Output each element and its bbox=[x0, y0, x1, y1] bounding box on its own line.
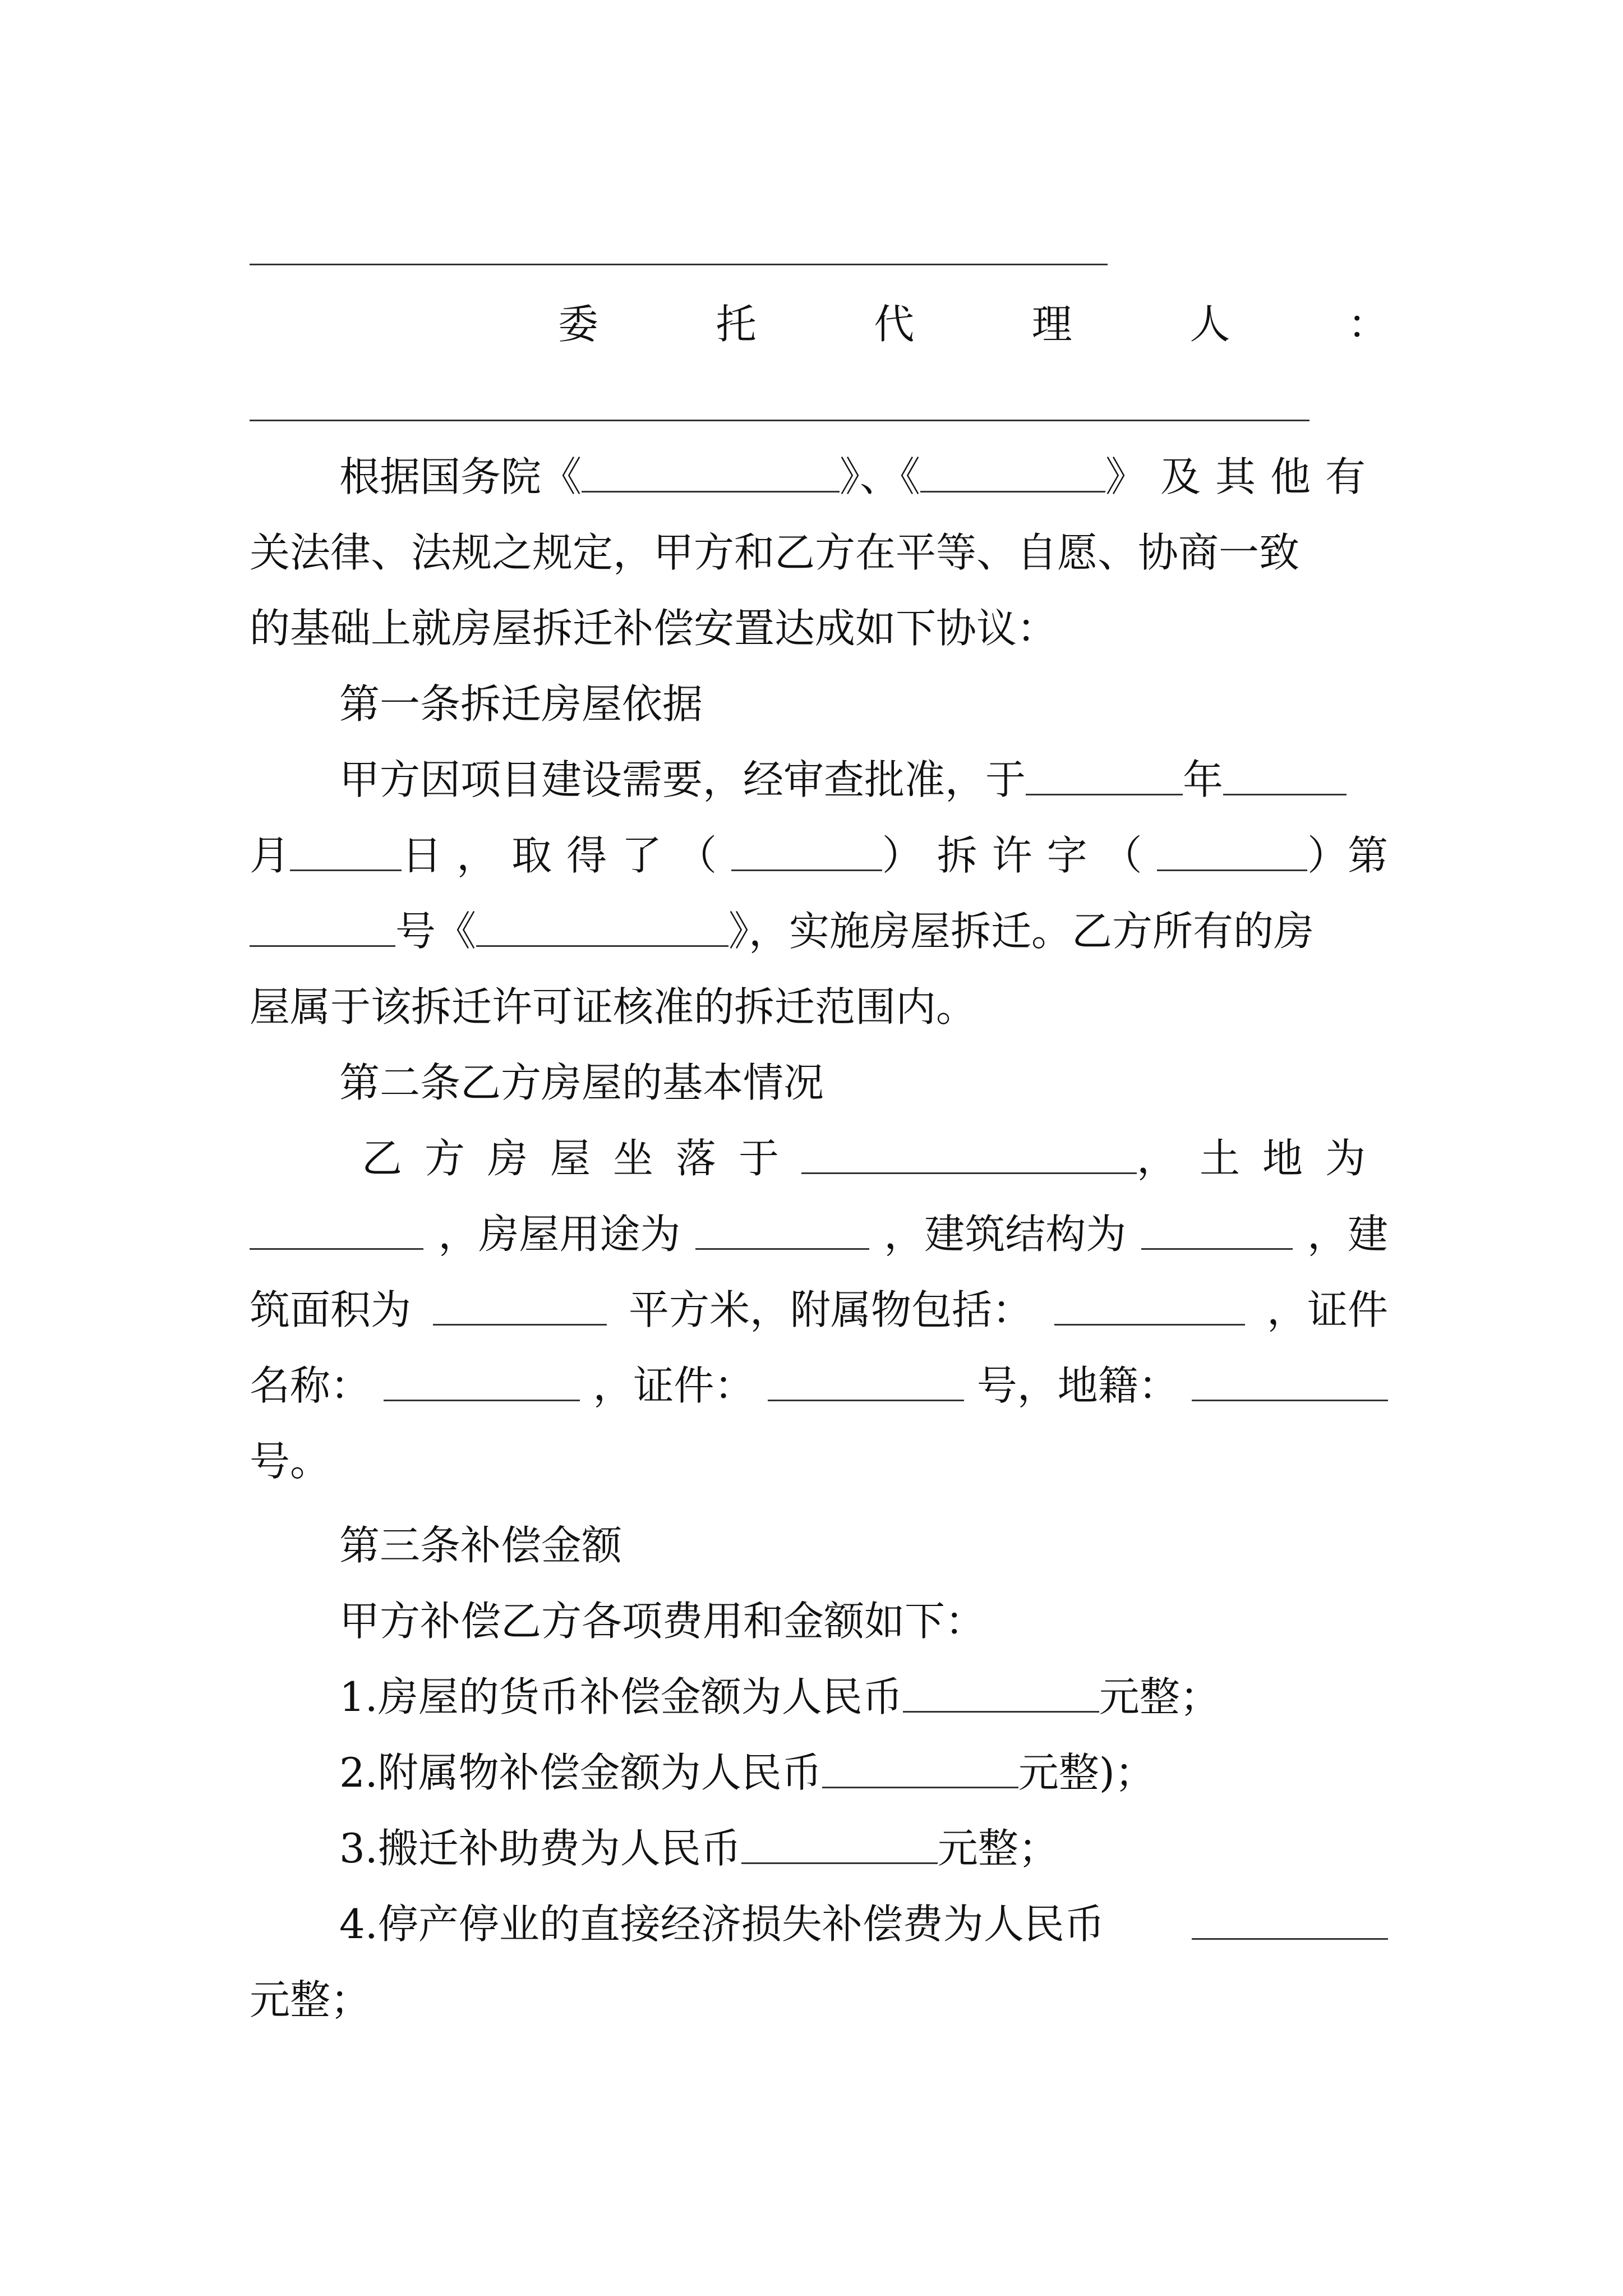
article-2-line-3: 筑面积为 平方米，附属物包括： ，证件 bbox=[250, 1286, 1388, 1333]
blank-certificate-name[interactable] bbox=[384, 1400, 580, 1401]
preamble-line-1: 根据国务院《 》、《 》及其他有 bbox=[339, 453, 1381, 500]
blank-permit-name[interactable] bbox=[476, 945, 728, 947]
compensation-item-3: 3.搬迁补助费为人民币 元整； bbox=[339, 1825, 1059, 1872]
blank-line-top bbox=[250, 264, 1108, 265]
blank-regulation-2[interactable] bbox=[920, 491, 1105, 493]
blank-relocation-subsidy[interactable] bbox=[741, 1862, 938, 1864]
preamble-line-3: 的基础上就房屋拆迁补偿安置达成如下协议： bbox=[250, 605, 1058, 652]
article-3-title: 第三条补偿金额 bbox=[339, 1522, 623, 1569]
blank-permit-number[interactable] bbox=[250, 945, 395, 947]
blank-structure[interactable] bbox=[1141, 1248, 1293, 1250]
heading-char: 人 bbox=[1189, 301, 1230, 348]
article-1-line-2: 月 日，取得了（ ）拆许字（ ）第 bbox=[250, 832, 1389, 879]
article-1-line-4: 屋属于该拆迁许可证核准的拆迁范围内。 bbox=[250, 983, 977, 1030]
agent-heading bbox=[558, 296, 1388, 352]
blank-land-type[interactable] bbox=[250, 1248, 423, 1250]
article-2-line-2: ，房屋用途为 ，建筑结构为 ，建 bbox=[250, 1206, 1388, 1262]
blank-permit-year[interactable] bbox=[1157, 869, 1307, 871]
article-2-title: 第二条乙方房屋的基本情况 bbox=[339, 1059, 824, 1106]
blank-day[interactable] bbox=[290, 869, 402, 871]
compensation-item-1: 1.房屋的货币补偿金额为人民币 元整； bbox=[339, 1673, 1220, 1720]
blank-certificate-number[interactable] bbox=[768, 1400, 964, 1401]
blank-location[interactable] bbox=[801, 1172, 1137, 1174]
blank-house-compensation[interactable] bbox=[903, 1711, 1099, 1713]
blank-year[interactable] bbox=[1026, 794, 1183, 795]
article-3-intro: 甲方补偿乙方各项费用和金额如下： bbox=[339, 1598, 986, 1645]
article-2-line-5: 号。 bbox=[250, 1438, 331, 1485]
article-1-line-3: 号《 》，实施房屋拆迁。乙方所有的房 bbox=[250, 903, 1388, 959]
blank-house-usage[interactable] bbox=[695, 1248, 869, 1250]
heading-char: 代 bbox=[874, 301, 915, 348]
heading-char: ： bbox=[1347, 301, 1388, 348]
blank-line-agent bbox=[250, 420, 1310, 421]
blank-month[interactable] bbox=[1223, 794, 1347, 795]
article-1-line-1: 甲方因项目建设需要，经审查批准，于 年 bbox=[250, 752, 1388, 808]
preamble-line-2: 关法律、法规之规定，甲方和乙方在平等、自愿、协商一致 bbox=[250, 529, 1300, 576]
blank-regulation-1[interactable] bbox=[582, 491, 840, 493]
blank-appendages[interactable] bbox=[1054, 1324, 1245, 1326]
blank-business-loss[interactable] bbox=[1192, 1938, 1388, 1940]
blank-cadastral-number[interactable] bbox=[1192, 1400, 1388, 1401]
compensation-item-2: 2.附属物补偿金额为人民币 元整)； bbox=[339, 1749, 1155, 1796]
blank-building-area[interactable] bbox=[433, 1324, 607, 1326]
compensation-item-4: 4.停产停业的直接经济损失补偿费为人民币 bbox=[250, 1896, 1388, 1952]
article-2-line-1: 乙方房屋坐落于 ，土地为 bbox=[362, 1135, 1388, 1182]
heading-char: 理 bbox=[1031, 301, 1072, 348]
compensation-item-4-cont: 元整； bbox=[250, 1976, 371, 2023]
blank-permit-prefix[interactable] bbox=[731, 869, 882, 871]
heading-char: 托 bbox=[716, 301, 757, 348]
article-2-line-4: 名称： ，证件： 号，地籍： bbox=[250, 1358, 1388, 1414]
blank-appendage-compensation[interactable] bbox=[822, 1787, 1018, 1788]
article-1-title: 第一条拆迁房屋依据 bbox=[339, 680, 703, 728]
heading-char: 委 bbox=[558, 301, 599, 348]
